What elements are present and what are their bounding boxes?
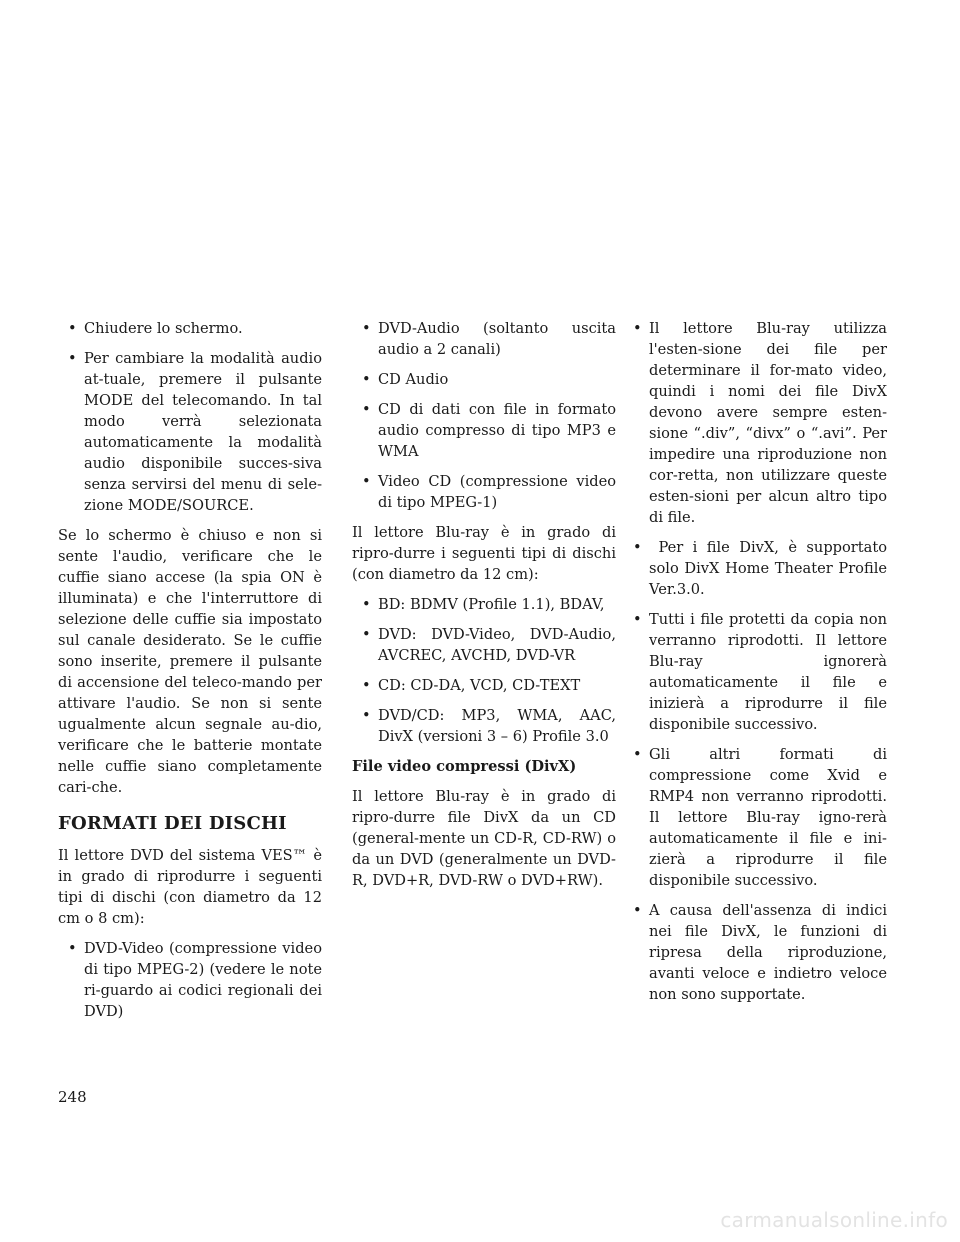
bullet-file-extension: • Il lettore Blu-ray utilizza l'esten-sione dei file per determinare il for-mato video, quindi i nomi dei file DivX devono avere sempre esten-sione “.div”, “divx” o “.avi”. Per impedire una riproduzione non cor-retta, non utilizzare queste esten-sioni per alcun altro tipo di file. xyxy=(623,318,887,528)
text-column-3 xyxy=(623,318,887,1014)
bullet-change-audio-mode: • Per cambiare la modalità audio at-tuale, premere il pulsante MODE del telecomando. In tal modo verrà selezionata automaticamente la modalità audio disponibile succes-siva senza servirsi del menu di sele-zione MODE/SOURCE. xyxy=(58,348,322,516)
page-number: 248 xyxy=(58,1088,87,1106)
bullet-divx-profile: • Per i file DivX, è supportato solo DivX Home Theater Profile Ver.3.0. xyxy=(623,537,887,600)
bullet-dvd-cd: • DVD/CD: MP3, WMA, AAC, DivX (versioni 3 – 6) Profile 3.0 xyxy=(352,705,616,747)
section-heading-disc-formats: FORMATI DEI DISCHI xyxy=(58,813,287,834)
text-column-1 xyxy=(58,318,322,1031)
bullet-dvd-audio: • DVD-Audio (soltanto uscita audio a 2 canali) xyxy=(352,318,616,360)
paragraph-divx-playback: Il lettore Blu-ray è in grado di ripro-durre file DivX da un CD (general-mente un CD-R, CD-RW) o da un DVD (generalmente un DVD-R, DVD+R, DVD-RW o DVD+RW). xyxy=(352,788,616,889)
bullet-copy-protected: • Tutti i file protetti da copia non verranno riprodotti. Il lettore Blu-ray ignorerà automaticamente il file e inizierà a riprodurre il file disponibile successivo. xyxy=(623,609,887,735)
bullet-bd: • BD: BDMV (Profile 1.1), BDAV, xyxy=(352,594,616,615)
bullet-cd: • CD: CD-DA, VCD, CD-TEXT xyxy=(352,675,616,696)
paragraph-dvd-player-intro: Il lettore DVD del sistema VES™ è in grado di riprodurre i seguenti tipi di dischi (con diametro da 12 cm o 8 cm): xyxy=(58,847,322,927)
bullet-dvd-video: • DVD-Video (compressione video di tipo MPEG-2) (vedere le note ri-guardo ai codici regionali dei DVD) xyxy=(58,938,322,1022)
text-column-2 xyxy=(352,318,616,900)
bullet-video-cd: • Video CD (compressione video di tipo MPEG-1) xyxy=(352,471,616,513)
paragraph-bluray-intro: Il lettore Blu-ray è in grado di ripro-durre i seguenti tipi di dischi (con diametro da 12 cm): xyxy=(352,524,616,583)
bullet-close-screen: • Chiudere lo schermo. xyxy=(58,318,322,339)
watermark: carmanualsonline.info xyxy=(720,1208,948,1232)
paragraph-no-audio: Se lo schermo è chiuso e non si sente l'audio, verificare che le cuffie siano accese (la spia ON è illuminata) e che l'interruttore di selezione delle cuffie sia impostato sul canale desiderato. Se le cuffie sono inserite, premere il pulsante di accensione del teleco-mando per attivare l'audio. Se non si sente ugualmente alcun segnale au-dio, verificare che le batterie montate nelle cuffie siano completamente cari-che. xyxy=(58,527,322,796)
bullet-dvd: • DVD: DVD-Video, DVD-Audio, AVCREC, AVCHD, DVD-VR xyxy=(352,624,616,666)
bullet-data-cd: • CD di dati con file in formato audio compresso di tipo MP3 e WMA xyxy=(352,399,616,462)
bullet-no-index: • A causa dell'assenza di indici nei file DivX, le funzioni di ripresa della riproduzione, avanti veloce e indietro veloce non sono supportate. xyxy=(623,900,887,1005)
bullet-other-formats: • Gli altri formati di compressione come Xvid e RMP4 non verranno riprodotti. Il lettore Blu-ray igno-rerà automaticamente il file e ini-zierà a riprodurre il file disponibile successivo. xyxy=(623,744,887,891)
subheading-divx: File video compressi (DivX) xyxy=(352,758,577,775)
bullet-cd-audio: • CD Audio xyxy=(352,369,616,390)
